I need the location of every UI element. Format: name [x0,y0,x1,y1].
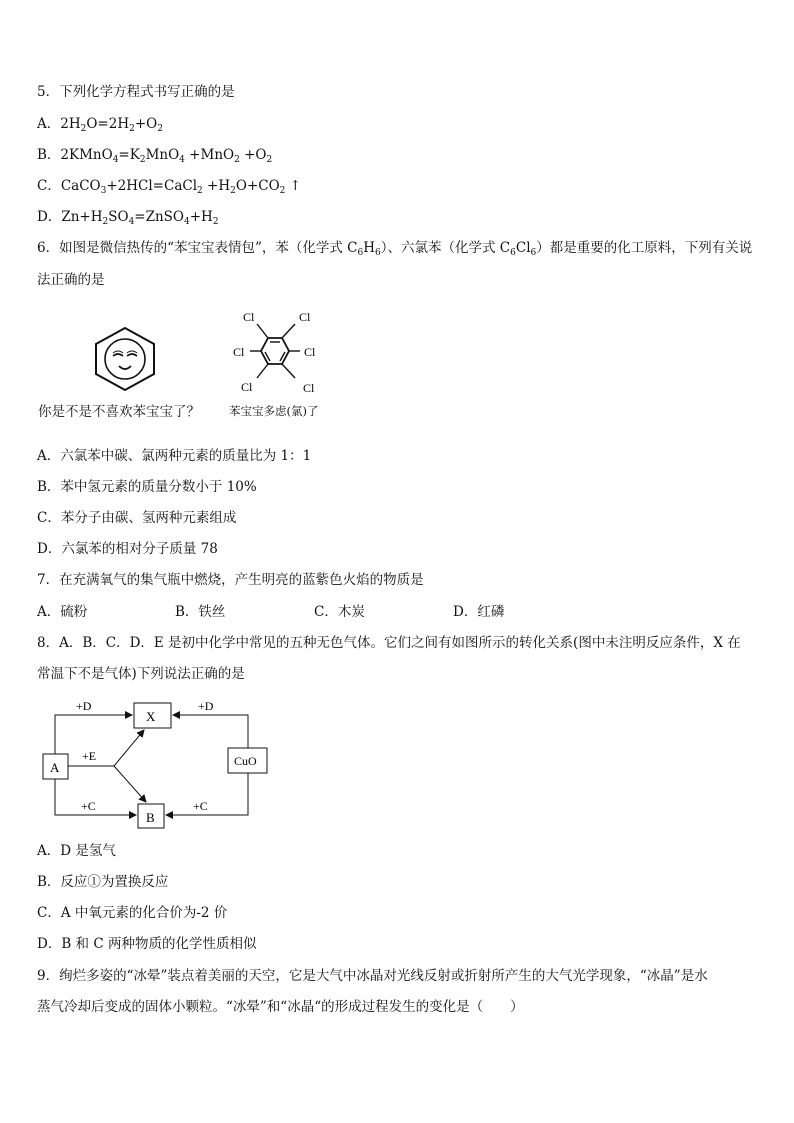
q6-stem-line-1: 6．如图是微信热传的“苯宝宝表情包”，苯（化学式 $C_6H_6$）、六氯苯（化学式 $C_6Cl_6$）都是重要的化工原料，下列有关说 [37,240,753,258]
label-plus-d-left: +D [76,699,92,713]
cl-label-top-left: Cl [243,310,255,324]
arrow-cuo-to-x [173,715,248,748]
benzene-face-figure [90,325,160,393]
box-cuo-label: CuO [234,754,257,768]
figure-caption-right: 苯宝宝多虑(氯)了 [229,404,319,418]
q8-option-c: C．A 中氧元素的化合价为-2 价 [37,905,228,921]
cl-label-left: Cl [233,345,245,359]
q6-option-a: A．六氯苯中碳、氯两种元素的质量比为 1：1 [37,448,312,464]
right-closed-eye-icon [127,354,137,356]
q5-option-d: D．$Zn+H_2SO_4=ZnSO_4+H_2$ [37,209,219,227]
cl-label-bottom-left: Cl [241,380,253,394]
q5-option-c: C．CaCO$_3$+2HCl=CaCl$_2$ $+H_2O+CO_2$ ↑ [37,178,302,196]
q8-stem-line-1: 8．A．B．C．D．E 是初中化学中常见的五种无色气体。它们之间有如图所示的转化关系(图中未注明反应条件，X 在 [37,635,741,651]
face-circle-icon [105,339,145,379]
q7-option-c: C．木炭 [314,604,365,620]
cl-label-bottom-right: Cl [303,381,315,395]
label-plus-c-left: +C [81,799,96,813]
box-a-label: A [50,760,60,775]
label-plus-d-right: +D [198,699,214,713]
q8-option-d: D．B 和 C 两种物质的化学性质相似 [37,936,257,952]
cl-label-top-right: Cl [299,310,311,324]
left-closed-eye-icon [113,354,123,356]
q8-option-a: A．D 是氢气 [37,843,116,859]
q6-option-b: B．苯中氢元素的质量分数小于 10% [37,479,257,495]
q7-option-b: B．铁丝 [175,604,226,620]
q5-stem: 5．下列化学方程式书写正确的是 [37,84,235,100]
q6-option-c: C．苯分子由碳、氢两种元素组成 [37,510,237,526]
q5-option-a: A．$2H_2O=2H_2+O_2$ [37,116,163,134]
q8-stem-line-2: 常温下不是气体)下列说法正确的是 [37,666,245,682]
q6-option-d: D．六氯苯的相对分子质量 78 [37,541,218,557]
q8-option-b: B．反应①为置换反应 [37,874,169,890]
cl-label-right: Cl [304,345,316,359]
q9-stem-line-1: 9．绚烂多姿的“冰晕”装点着美丽的天空，它是大气中冰晶对光线反射或折射所产生的大气光学现象，“冰晶”是水 [37,968,708,984]
box-b-label: B [146,810,155,825]
q5-option-b: B．$2KMnO_4=K_2MnO_4 +MnO_2 +O_2$ [37,147,273,165]
conversion-diagram [38,694,278,834]
label-plus-e: +E [82,749,97,763]
hexachlorobenzene-structure [226,305,326,400]
figure-caption-left: 你是不是不喜欢苯宝宝了？ [38,404,200,420]
q7-option-d: D．红磷 [453,604,505,620]
arrow-branch-to-b [114,766,146,802]
q9-stem-line-2: 蒸气冷却后变成的固体小颗粒。“冰晕”和“冰晶“的形成过程发生的变化是（ ） [37,999,524,1015]
q6-stem-line-2: 法正确的是 [37,272,105,288]
q7-option-a: A．硫粉 [37,604,88,620]
label-plus-c-right: +C [193,799,208,813]
arrow-branch-to-x [114,730,144,766]
q7-stem: 7．在充满氧气的集气瓶中燃烧，产生明亮的蓝紫色火焰的物质是 [37,572,424,588]
box-x-label: X [146,709,156,724]
smile-mouth-icon [119,366,131,369]
